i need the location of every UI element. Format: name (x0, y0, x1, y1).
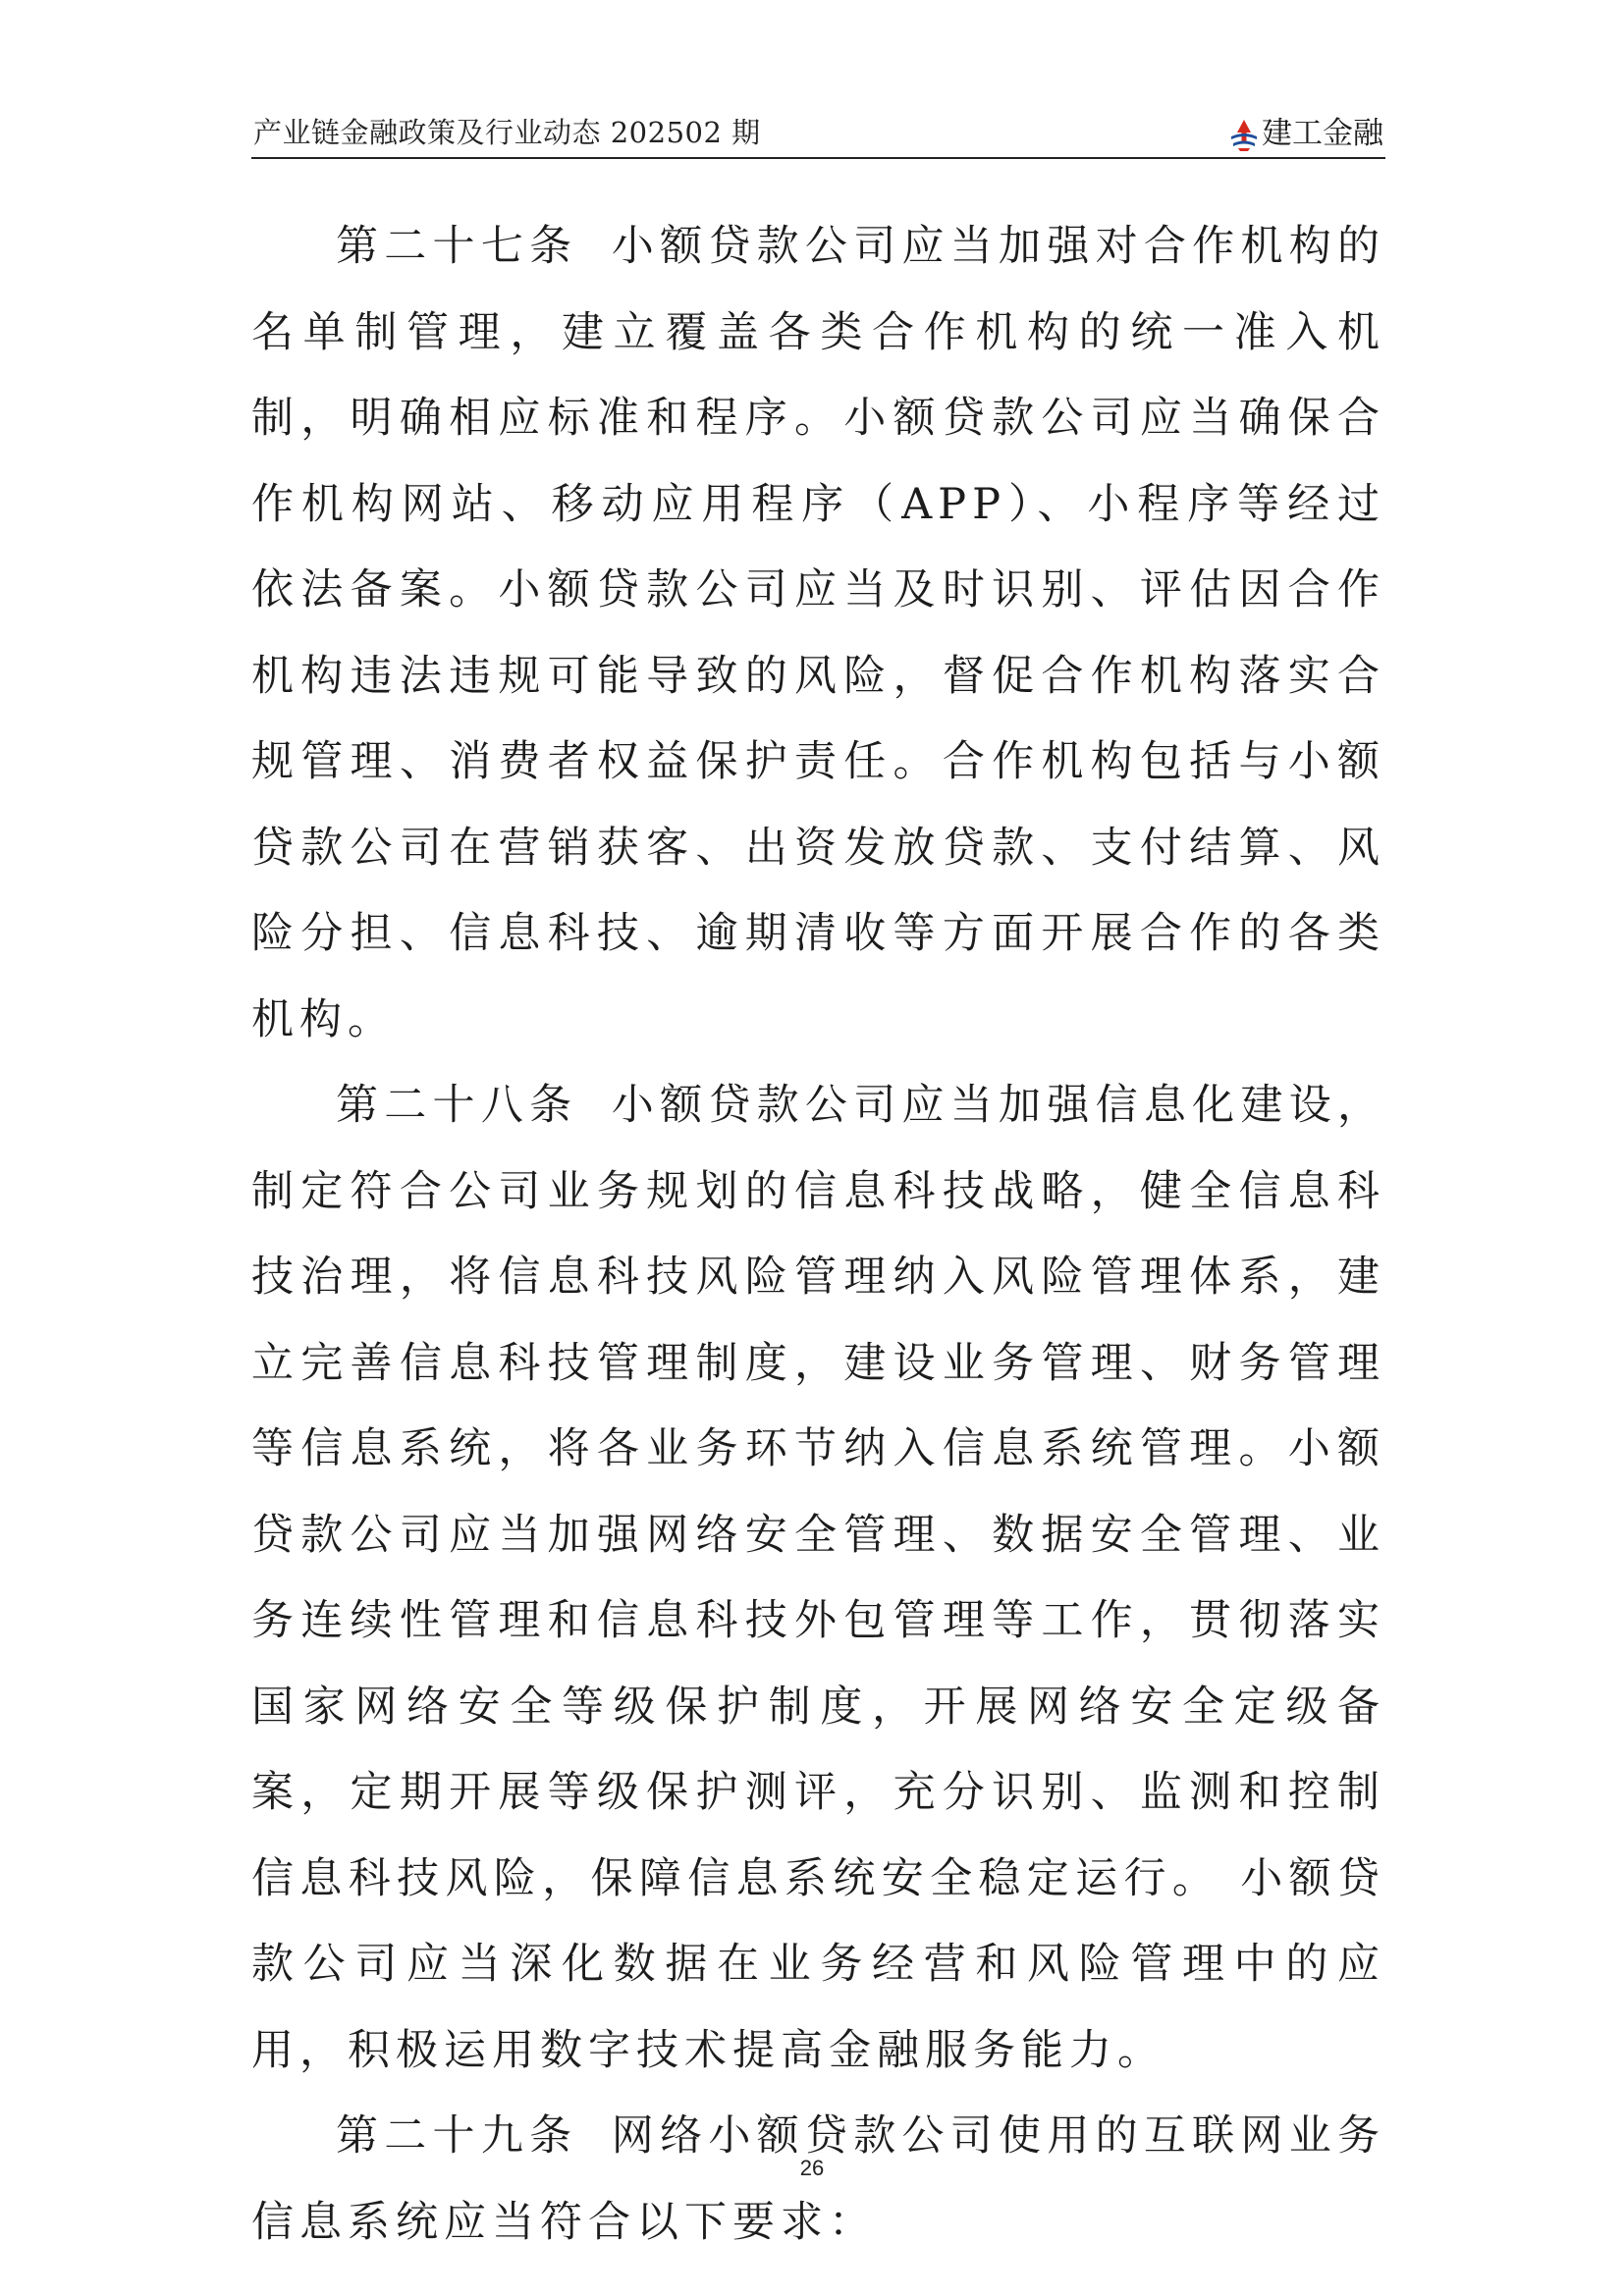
header-brand (1229, 108, 1383, 152)
article-27-paragraph (251, 204, 1385, 1063)
article-number: 第二十八条 (336, 1081, 578, 1130)
article-text: 网络小额贷款公司使用的互联网业务信息系统应当符合以下要求： (251, 2111, 1386, 2247)
article-text: 小额贷款公司应当加强信息化建设，制定符合公司业务规划的信息科技战略，健全信息科技治理，将信息科技风险管理纳入风险管理体系，建立完善信息科技管理制度，建设业务管理、财务管理等信息系统，将各业务环节纳入信息系统管理。小额贷款公司应当加强网络安全管理、数据安全管理、业务连续性管理和信息科技外包管理等工作，贯彻落实国家网络安全等级保护制度，开展网络安全定级备案，定期开展等级保护测评，充分识别、监测和控制信息科技风险，保障信息系统安全稳定运行。 小额贷款公司应当深化数据在业务经营和风险管理中的应用，积极运用数字技术提高金融服务能力。 (251, 1081, 1386, 2075)
brand-name: 建工金融 (1262, 116, 1383, 151)
page-header (251, 110, 1385, 159)
article-text: 小额贷款公司应当加强对合作机构的名单制管理，建立覆盖各类合作机构的统一准入机制，明确相应标准和程序。小额贷款公司应当确保合作机构网站、移动应用程序（APP）、小程序等经过依法备案。小额贷款公司应当及时识别、评估因合作机构违法违规可能导致的风险，督促合作机构落实合规管理、消费者权益保护责任。合作机构包括与小额贷款公司在营销获客、出资发放贷款、支付结算、风险分担、信息科技、逾期清收等方面开展合作的各类机构。 (251, 222, 1386, 1044)
header-title: 产业链金融政策及行业动态 202502 期 (253, 116, 761, 149)
article-number: 第二十九条 (336, 2111, 578, 2161)
article-28-paragraph (251, 1063, 1385, 2094)
jiangong-logo-icon (1229, 119, 1259, 152)
article-number: 第二十七条 (336, 222, 578, 271)
page-number: 26 (799, 2156, 825, 2180)
document-body (251, 204, 1385, 2266)
